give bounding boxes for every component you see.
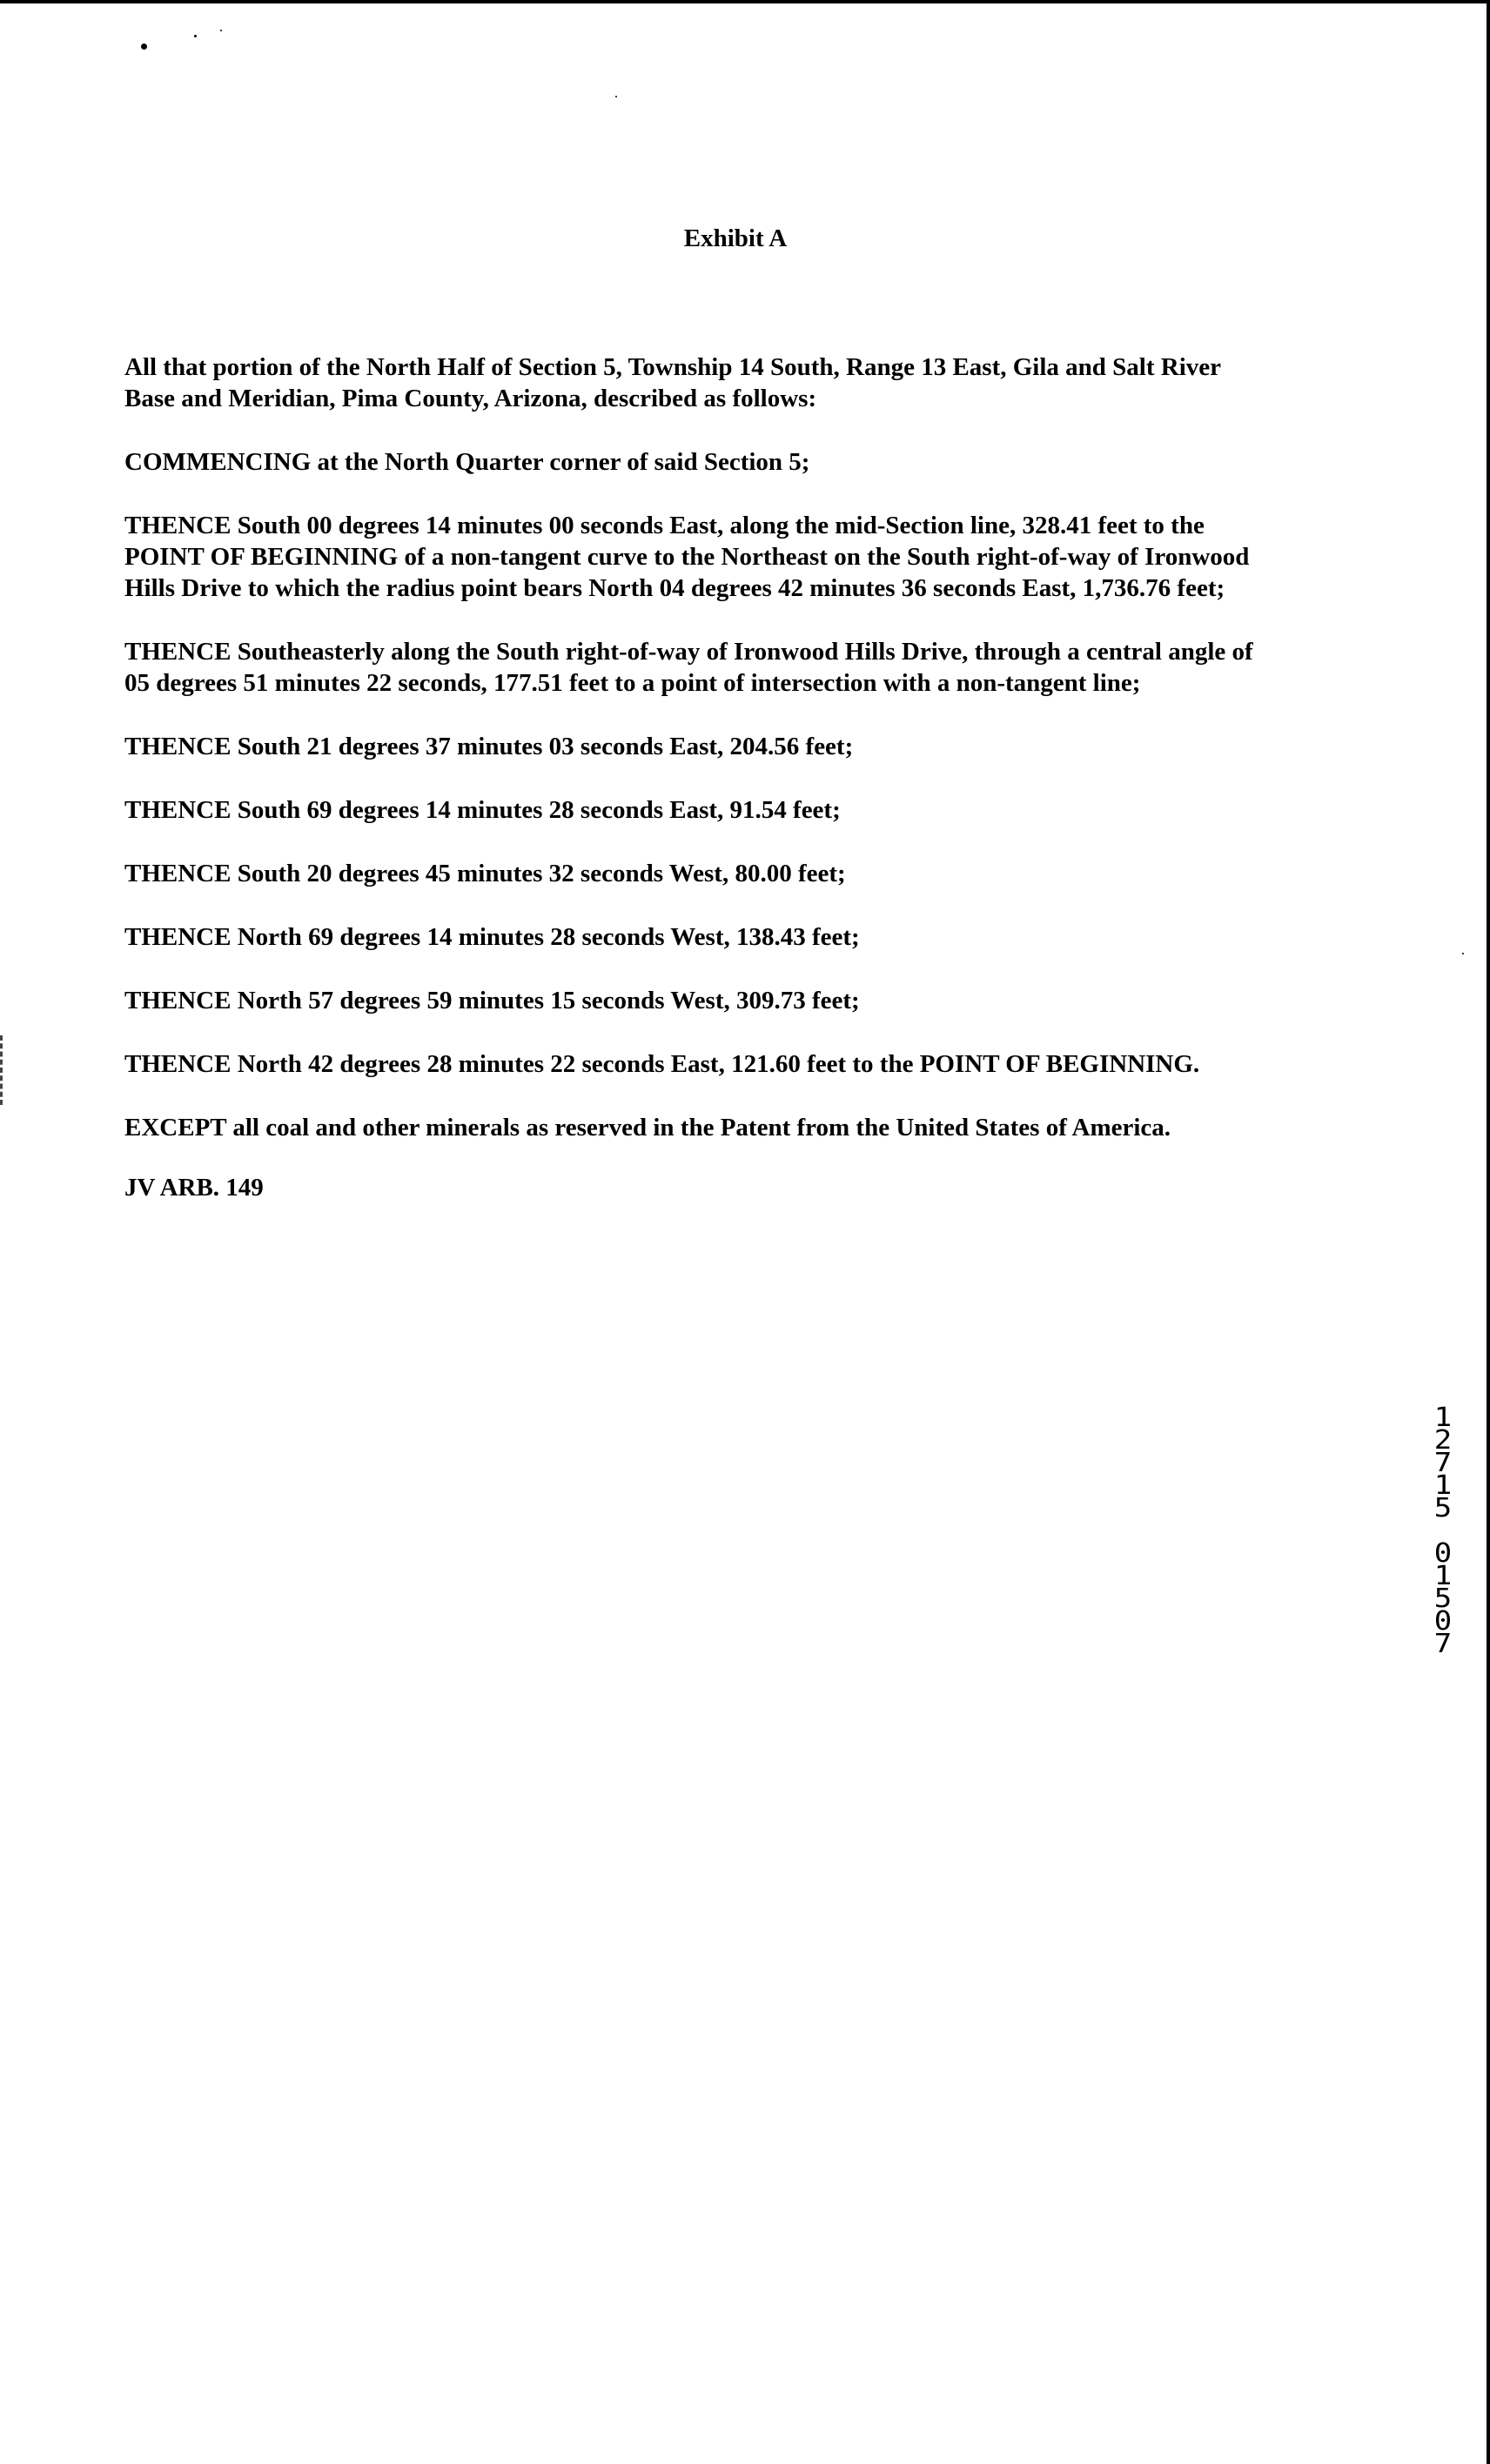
paragraph-line: THENCE South 00 degrees 14 minutes 00 seconds East, along the mid-Section line, 328.41 feet to the	[124, 512, 1205, 539]
paragraph-line: JV ARB. 149	[124, 1174, 264, 1202]
scan-speck	[615, 96, 617, 97]
paragraph-line: All that portion of the North Half of Section 5, Township 14 South, Range 13 East, Gila and Salt River	[124, 353, 1222, 381]
paragraph-line: THENCE North 42 degrees 28 minutes 22 seconds East, 121.60 feet to the POINT OF BEGINNING.	[124, 1050, 1200, 1078]
stamp-character: 1	[1433, 1560, 1453, 1591]
document-paragraph	[124, 352, 1343, 414]
document-body	[124, 352, 1343, 1235]
document-paragraph	[124, 636, 1343, 699]
stamp-character: 1	[1433, 1402, 1453, 1433]
scan-speck	[194, 35, 197, 37]
paragraph-line: THENCE South 69 degrees 14 minutes 28 seconds East, 91.54 feet;	[124, 796, 841, 824]
paragraph-line: EXCEPT all coal and other minerals as reserved in the Patent from the United States of America.	[124, 1114, 1171, 1142]
stamp-character: 0	[1433, 1605, 1453, 1637]
document-paragraph	[124, 858, 1343, 889]
stamp-character: 2	[1433, 1424, 1453, 1456]
paragraph-line: COMMENCING at the North Quarter corner of said Section 5;	[124, 448, 810, 476]
scan-edge-marks	[0, 1035, 6, 1105]
paragraph-line: POINT OF BEGINNING of a non-tangent curve to the Northeast on the South right-of-way of Ironwood	[124, 543, 1250, 571]
stamp-character: 5	[1433, 1583, 1453, 1614]
document-paragraph	[124, 446, 1343, 478]
document-title: Exhibit A	[683, 224, 788, 252]
paragraph-line: 05 degrees 51 minutes 22 seconds, 177.51 feet to a point of intersection with a non-tangent line;	[124, 669, 1141, 697]
paragraph-line: THENCE North 57 degrees 59 minutes 15 seconds West, 309.73 feet;	[124, 987, 860, 1014]
document-paragraph	[124, 985, 1343, 1016]
document-paragraph	[124, 794, 1343, 826]
paragraph-line: THENCE North 69 degrees 14 minutes 28 seconds West, 138.43 feet;	[124, 923, 860, 951]
stamp-character: 7	[1433, 1447, 1453, 1478]
scan-speck	[220, 30, 222, 31]
stamp-character: 0	[1433, 1537, 1453, 1569]
stamp-character: 5	[1433, 1492, 1453, 1523]
document-paragraph	[124, 510, 1343, 604]
scan-speck	[1462, 953, 1464, 954]
paragraph-line: THENCE Southeasterly along the South right-of-way of Ironwood Hills Drive, through a central angle of	[124, 638, 1253, 666]
scan-speck	[141, 44, 147, 50]
paragraph-line: Base and Meridian, Pima County, Arizona, described as follows:	[124, 385, 817, 412]
document-paragraph	[124, 1112, 1343, 1143]
page-border-right	[1487, 0, 1490, 2464]
document-paragraph	[124, 731, 1343, 762]
paragraph-line: THENCE South 20 degrees 45 minutes 32 seconds West, 80.00 feet;	[124, 860, 846, 887]
stamp-character: 7	[1433, 1628, 1453, 1659]
page-border-top	[0, 0, 1490, 3]
document-paragraph	[124, 921, 1343, 953]
recording-stamp	[1426, 1402, 1460, 1659]
stamp-character: 1	[1433, 1470, 1453, 1501]
paragraph-line: THENCE South 21 degrees 37 minutes 03 seconds East, 204.56 feet;	[124, 733, 854, 760]
paragraph-line: Hills Drive to which the radius point bears North 04 degrees 42 minutes 36 seconds East, 1,736.76 feet;	[124, 574, 1225, 602]
document-paragraph	[124, 1172, 1343, 1203]
document-paragraph	[124, 1048, 1343, 1080]
